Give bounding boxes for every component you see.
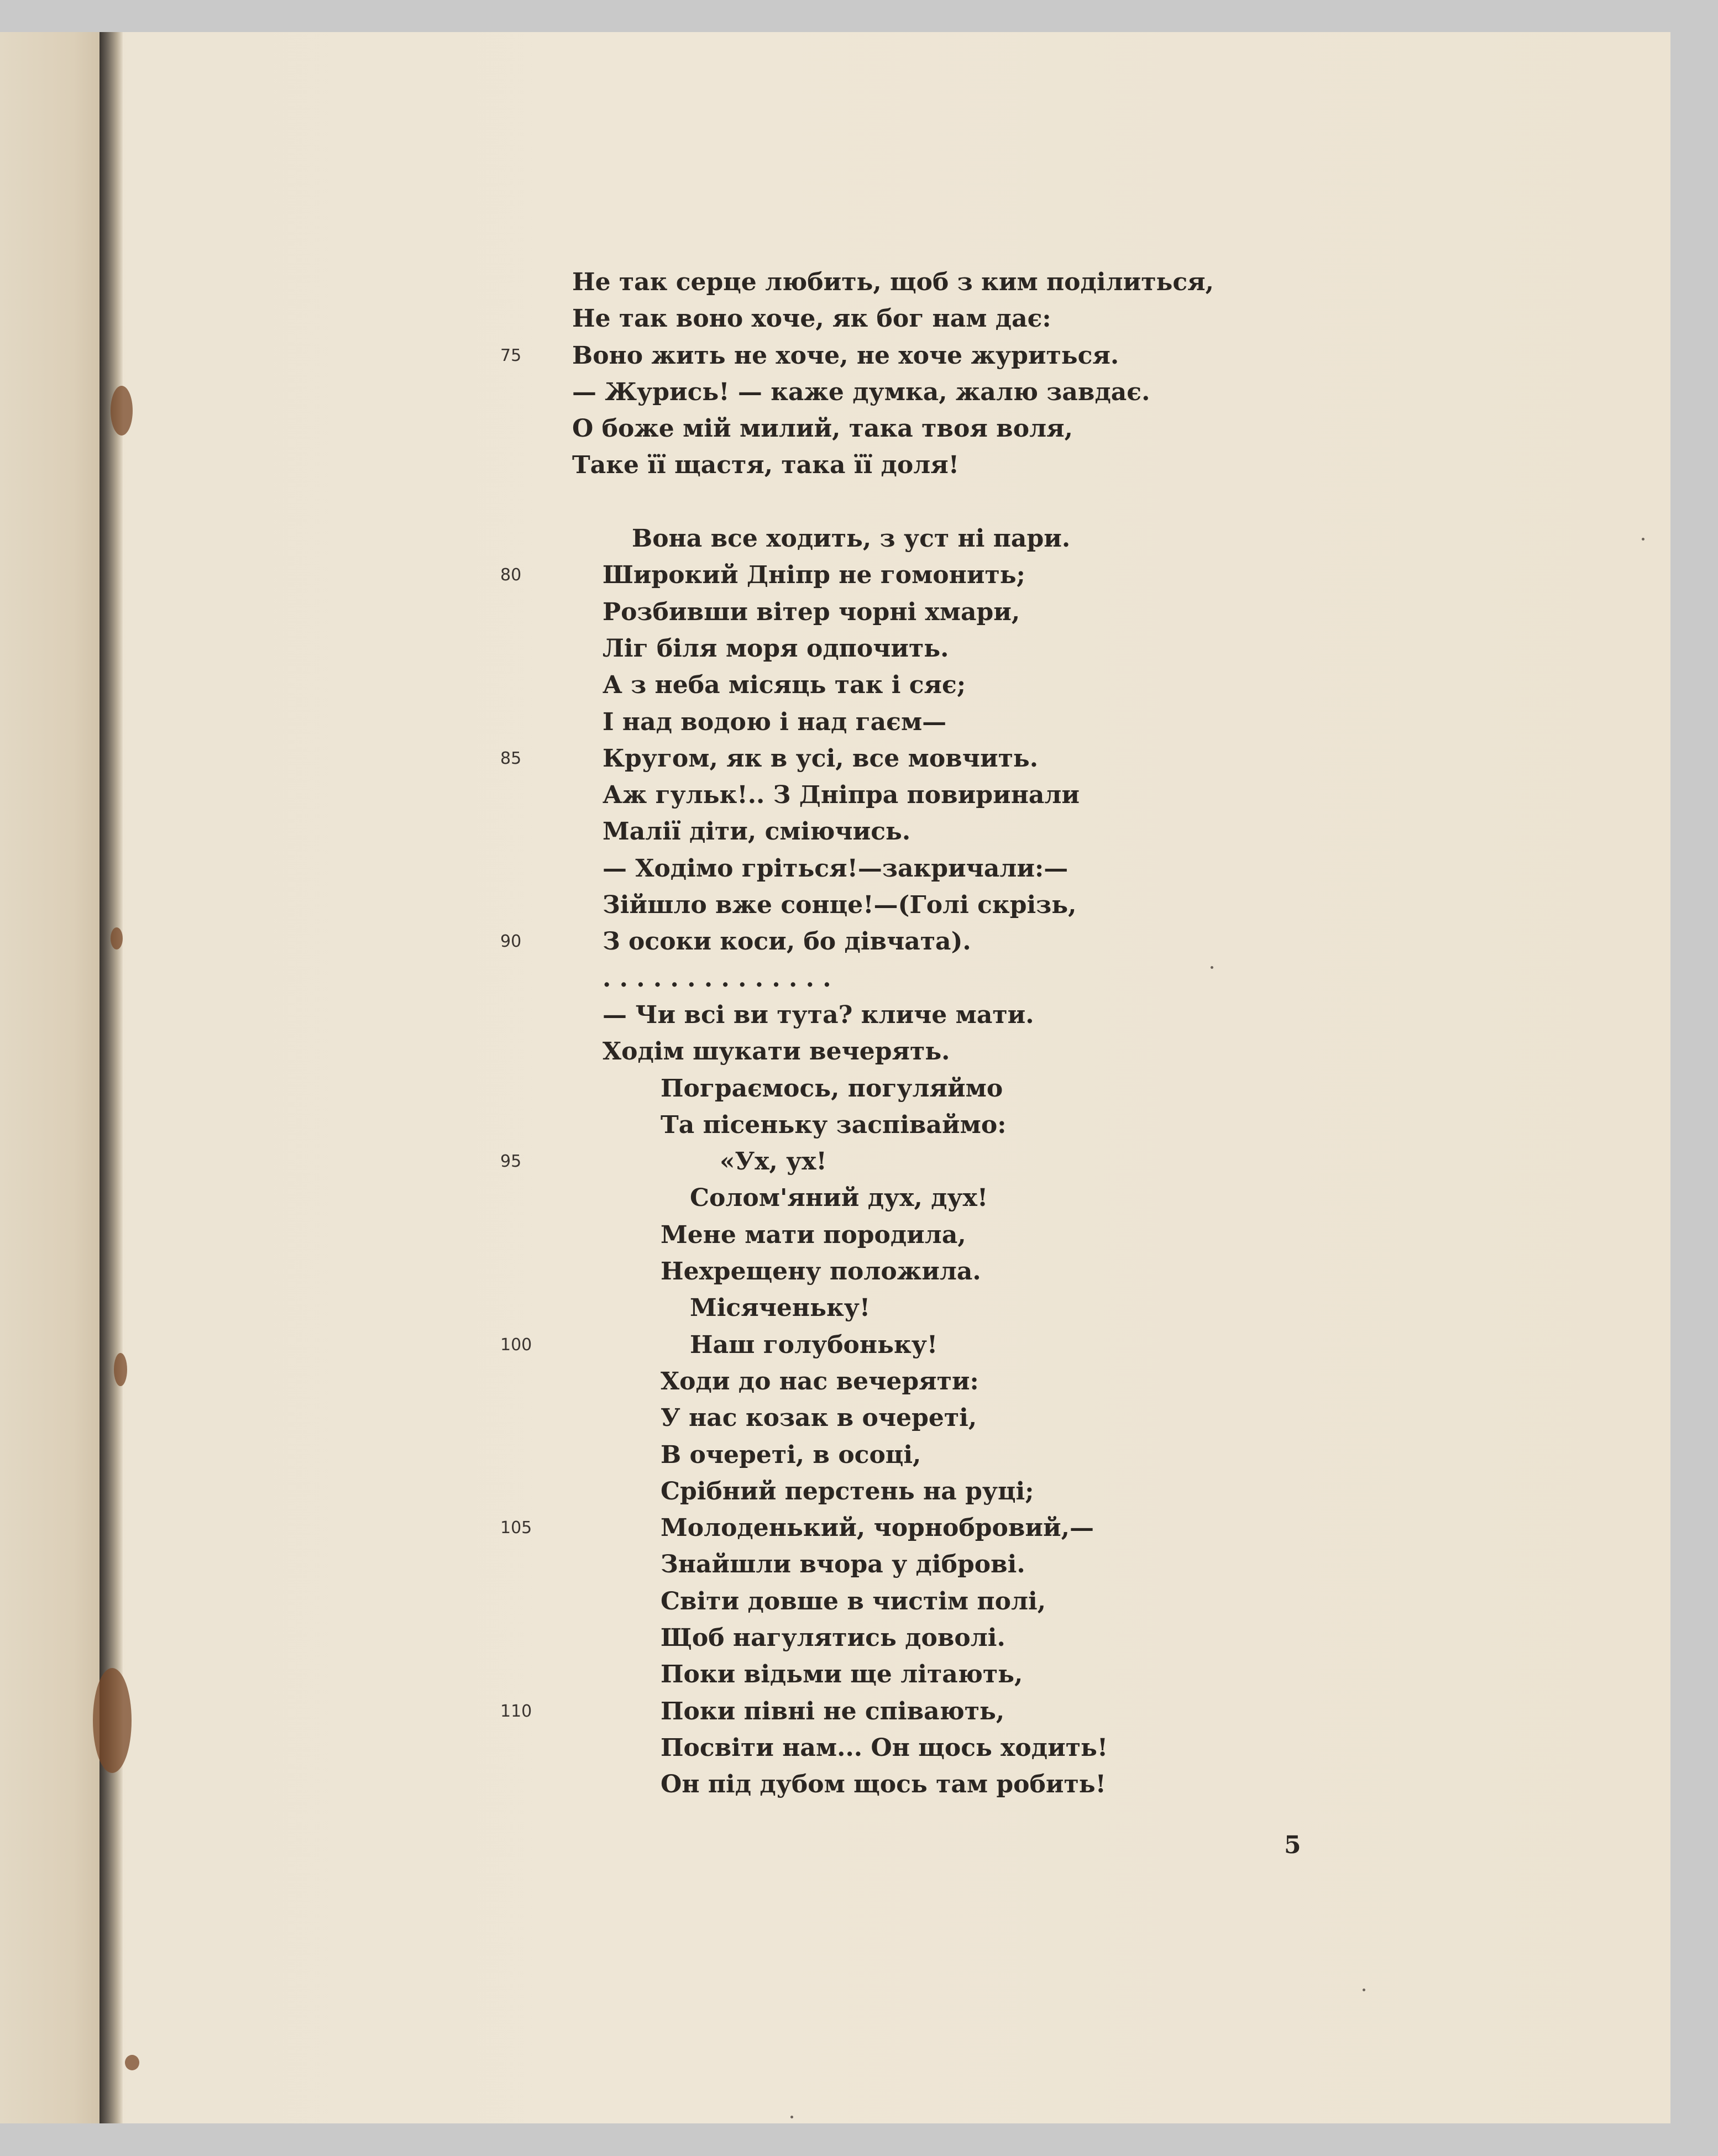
verse-text: Ліг біля моря одпочить. <box>603 634 949 663</box>
verse-text: В очереті, в осоці, <box>661 1440 921 1469</box>
page-stain <box>111 927 123 950</box>
verse-text: Світи довше в чистім полі, <box>661 1587 1046 1615</box>
verse-text: Поки півні не співають, <box>661 1697 1005 1725</box>
verse-text: Он під дубом щось там робить! <box>661 1770 1106 1799</box>
verse-text: Пограємось, погуляймо <box>661 1074 1003 1103</box>
verse-text: Таке її щастя, така її доля! <box>572 451 960 480</box>
line-number: 80 <box>500 565 522 585</box>
verse-text: Та пісеньку заспіваймо: <box>661 1110 1007 1139</box>
left-page-edge <box>0 32 105 2123</box>
line-number: 85 <box>500 748 522 768</box>
verse-text: Зійшло вже сонце!—(Голі скрізь, <box>603 891 1077 920</box>
book-page <box>0 32 1670 2123</box>
verse-text: У нас козак в очереті, <box>661 1404 977 1433</box>
line-number: 75 <box>500 345 522 365</box>
verse-text: Широкий Дніпр не гомонить; <box>603 561 1025 590</box>
verse-text: Аж гульк!.. З Дніпра повиринали <box>603 781 1080 810</box>
page-stain <box>93 1668 132 1773</box>
verse-text: Місяченьку! <box>690 1294 871 1323</box>
verse-text: Щоб нагулятись доволі. <box>661 1623 1005 1652</box>
verse-text: О боже мій милий, така твоя воля, <box>572 415 1073 443</box>
line-number: 105 <box>500 1518 532 1538</box>
verse-text: . . . . . . . . . . . . . . <box>603 964 831 993</box>
page-stain <box>114 1353 127 1386</box>
page-speck <box>1211 966 1213 969</box>
verse-text: — Ходімо гріться!—закричали:— <box>603 854 1068 883</box>
line-number: 100 <box>500 1335 532 1355</box>
page-number: 5 <box>1284 1831 1301 1859</box>
verse-text: «Ух, ух! <box>720 1147 827 1176</box>
verse-text: Кругом, як в усі, все мовчить. <box>603 744 1039 773</box>
page-stain <box>111 386 133 436</box>
verse-text: Молоденький, чорнобровий,— <box>661 1514 1094 1543</box>
verse-text: — Чи всі ви тута? кличе мати. <box>603 1000 1034 1029</box>
verse-text: Поки відьми ще літають, <box>661 1660 1023 1689</box>
verse-text: Малії діти, сміючись. <box>603 817 911 846</box>
verse-text: Солом'яний дух, дух! <box>690 1184 988 1213</box>
page-speck <box>1363 1989 1365 1991</box>
book-gutter <box>99 32 123 2123</box>
verse-text: Ходім шукати вечерять. <box>603 1037 950 1066</box>
verse-text: Мене мати породила, <box>661 1220 966 1249</box>
verse-text: І над водою і над гаєм— <box>603 707 947 736</box>
verse-text: Посвіти нам... Он щось ходить! <box>661 1733 1108 1762</box>
line-number: 110 <box>500 1701 532 1721</box>
page-speck <box>790 2116 793 2118</box>
page-stain <box>125 2055 139 2070</box>
verse-text: Не так воно хоче, як бог нам дає: <box>572 305 1051 333</box>
line-number: 95 <box>500 1152 522 1172</box>
page-speck <box>1642 538 1644 541</box>
verse-text: Знайшли вчора у діброві. <box>661 1550 1025 1579</box>
verse-text: Не так серце любить, щоб з ким поділиться, <box>572 268 1214 296</box>
verse-text: Нехрещену положила. <box>661 1257 981 1286</box>
verse-text: Срібний перстень на руці; <box>661 1477 1034 1505</box>
line-number: 90 <box>500 932 522 952</box>
verse-text: Воно жить не хоче, не хоче журиться. <box>572 341 1119 370</box>
verse-text: Ходи до нас вечеряти: <box>661 1367 979 1396</box>
verse-text: З осоки коси, бо дівчата). <box>603 927 971 956</box>
verse-text: Вона все ходить, з уст ні пари. <box>632 524 1071 553</box>
verse-text: А з неба місяць так і сяє; <box>603 671 966 700</box>
verse-text: Розбивши вітер чорні хмари, <box>603 597 1020 626</box>
verse-text: Наш голубоньку! <box>690 1330 938 1359</box>
verse-text: — Журись! — каже думка, жалю завдає. <box>572 377 1150 406</box>
